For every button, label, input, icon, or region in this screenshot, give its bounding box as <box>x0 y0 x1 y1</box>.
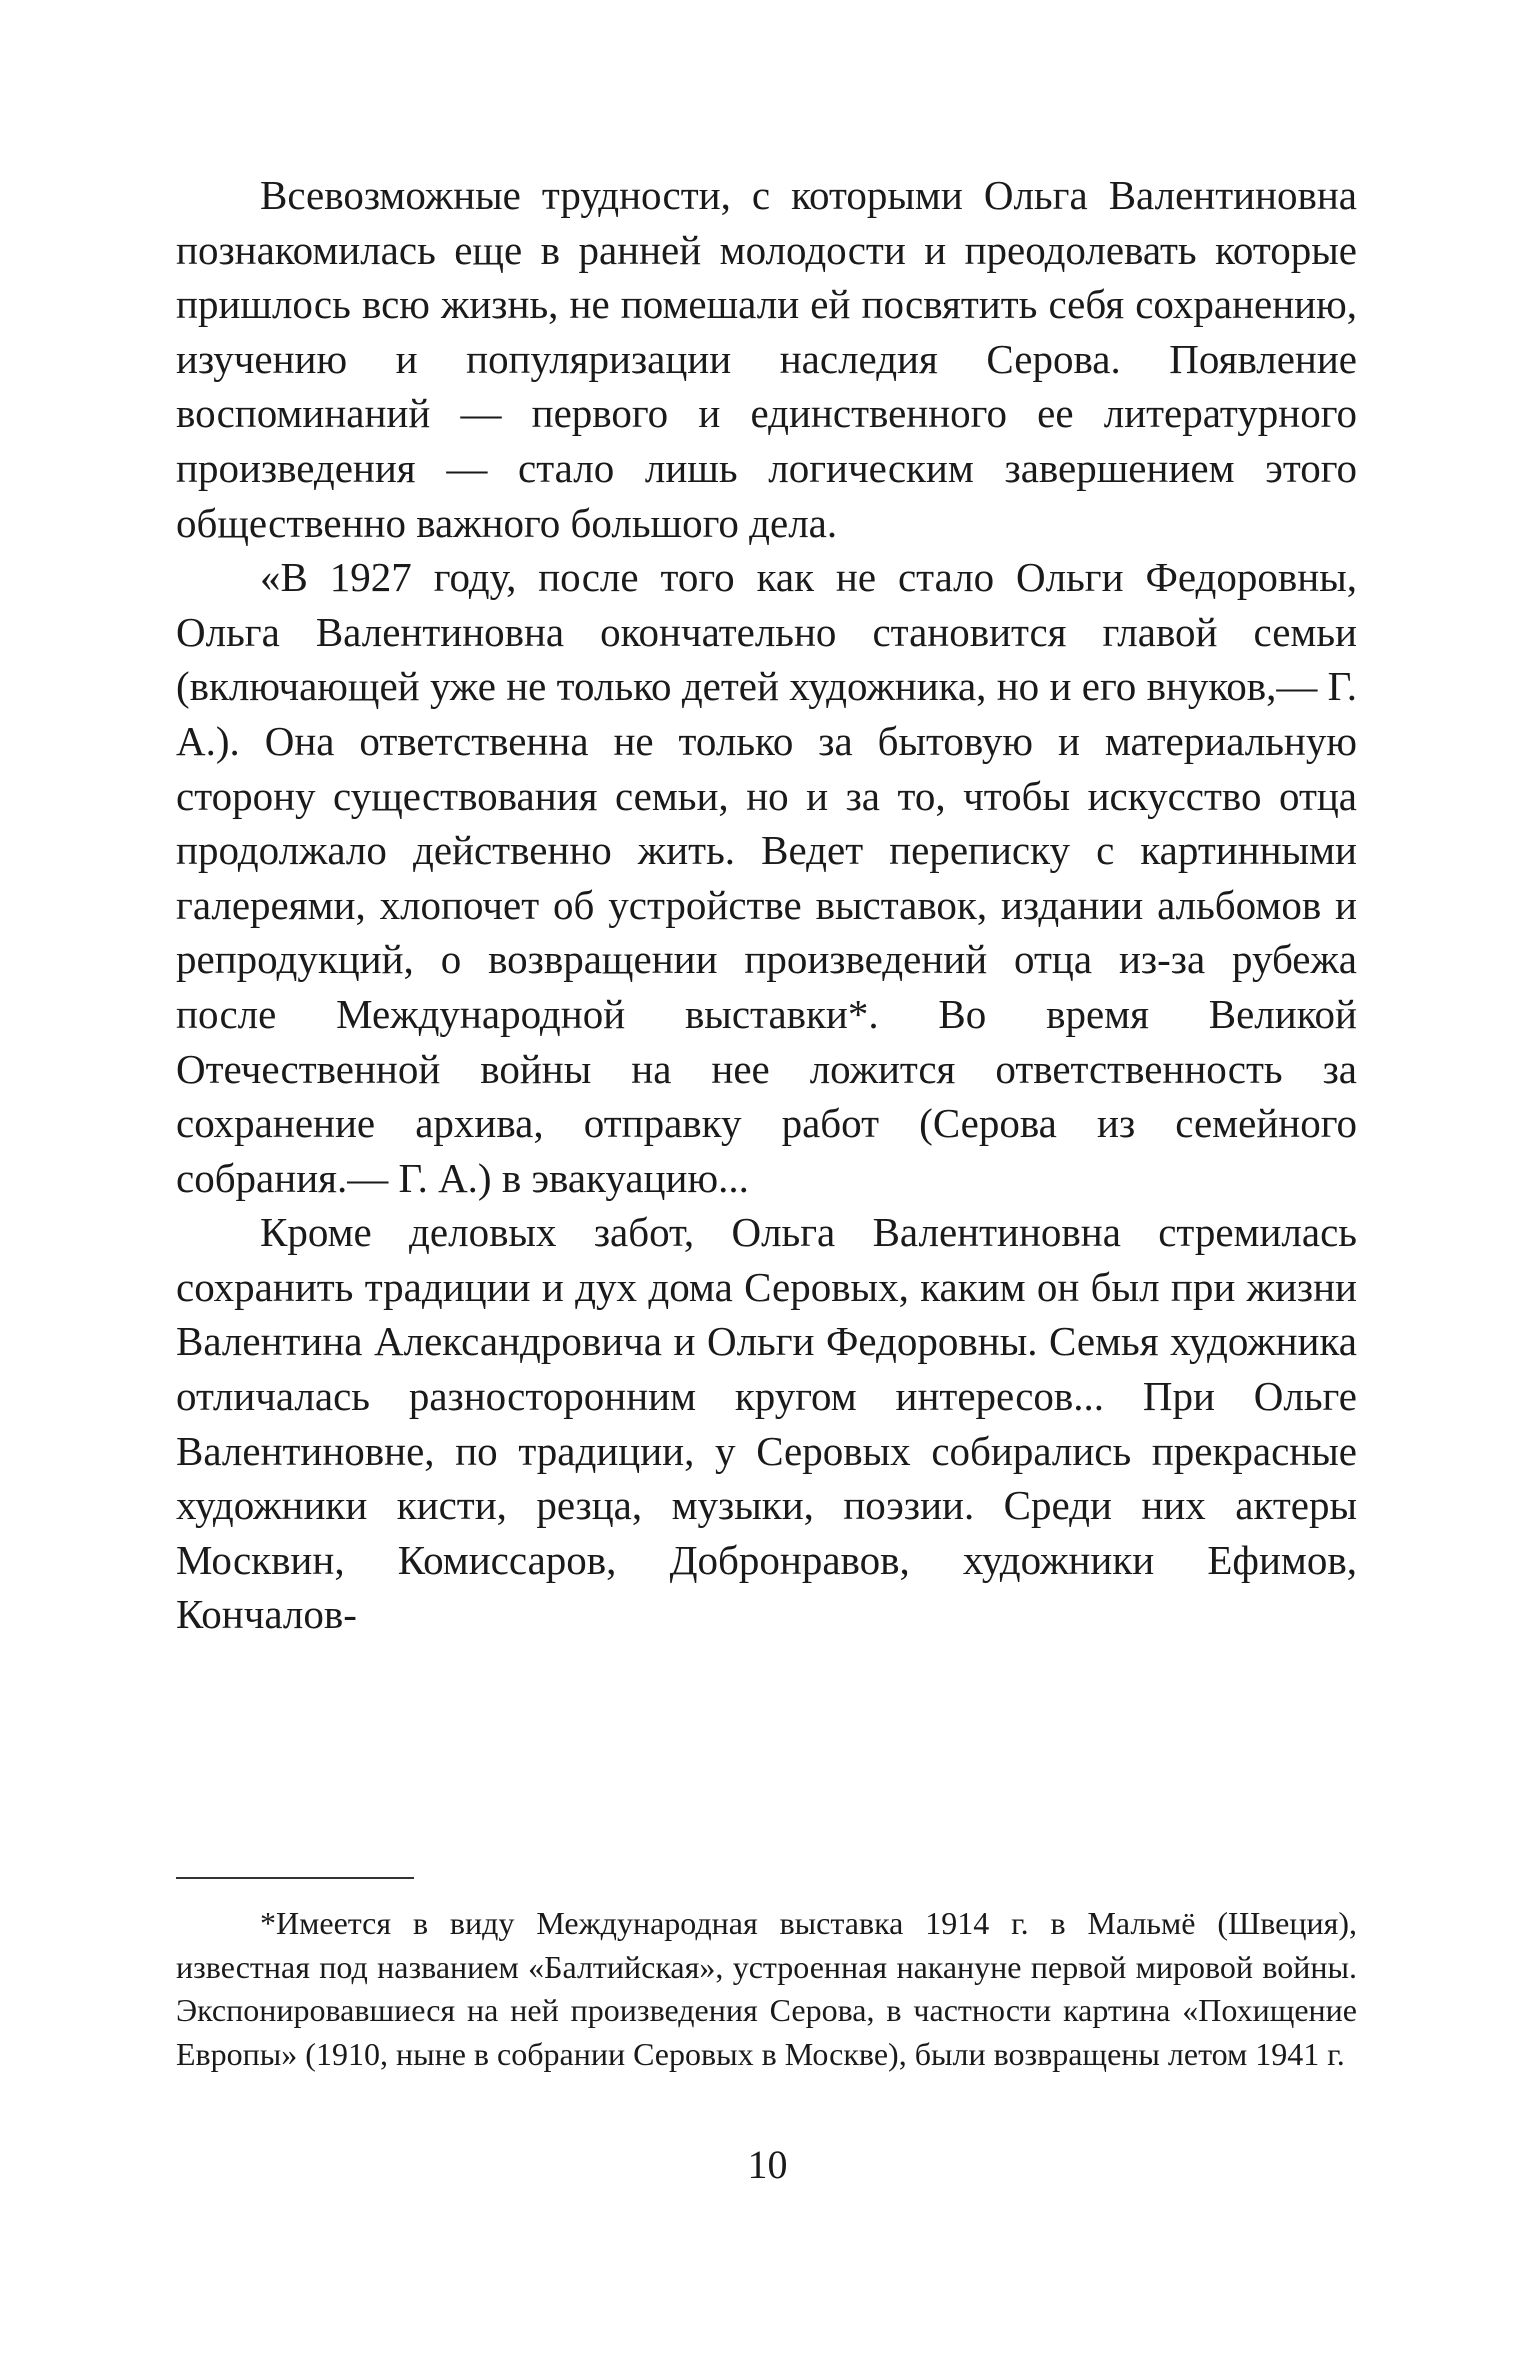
page-number: 10 <box>747 2142 788 2187</box>
main-text <box>176 168 1357 1642</box>
paragraph-2: «В 1927 году, после того как не стало Ольги Федоровны, Ольга Валентиновна окончательно становится главой семьи (включающей уже не только детей художника, но и его внуков,— Г. А.). Она ответственна не только за бытовую и материальную сторону существования семьи, но и за то, чтобы искусство отца продолжало действенно жить. Ведет переписку с картинными галереями, хлопочет об устройстве выставок, издании альбомов и репродукций, о возвращении произведений отца из-за рубежа после Международной выставки*. Во время Великой Отечественной войны на нее ложится ответственность за сохранение архива, отправку работ (Серова из семейного собрания.— Г. А.) в эвакуацию... <box>176 554 1357 1201</box>
paragraph-3: Кроме деловых забот, Ольга Валентиновна стремилась сохранить традиции и дух дома Серовых, каким он был при жизни Валентина Александровича и Ольги Федоровны. Семья художника отличалась разносторонним кругом интересов... При Ольге Валентиновне, по традиции, у Серовых собирались прекрасные художники кисти, резца, музыки, поэзии. Среди них актеры Москвин, Комиссаров, Добронравов, художники Ефимов, Кончалов- <box>176 1209 1357 1638</box>
footnote <box>176 1902 1357 2076</box>
footnote-divider <box>176 1877 414 1879</box>
paragraph-1: Всевозможные трудности, с которыми Ольга Валентиновна познакомилась еще в ранней молодости и преодолевать которые пришлось всю жизнь, не помешали ей посвятить себя сохранению, изучению и популяризации наследия Серова. Появление воспоминаний — первого и единственного ее литературного произведения — стало лишь логическим завершением этого общественно важного большого дела. <box>176 172 1357 546</box>
footnote-text: *Имеется в виду Международная выставка 1914 г. в Мальмё (Швеция), известная под названием «Балтийская», устроенная накануне первой мировой войны. Экспонировавшиеся на ней произведения Серова, в частности картина «Похищение Европы» (1910, ныне в собрании Серовых в Москве), были возвращены летом 1941 г. <box>176 1905 1357 2072</box>
